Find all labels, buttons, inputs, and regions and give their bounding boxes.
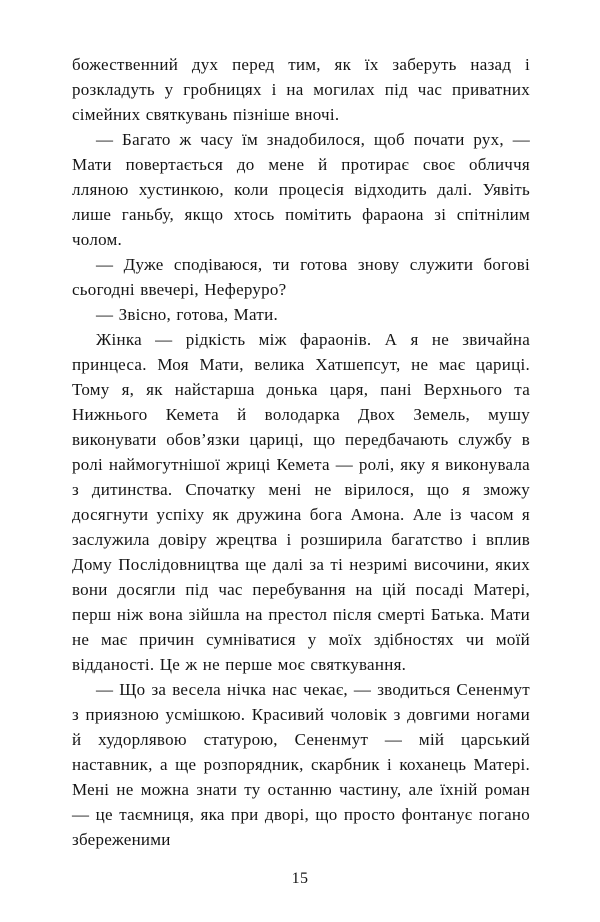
paragraph-dialogue-1: — Багато ж часу їм знадобилося, щоб почати рух, — Мати повертається до мене й протирає своє обличчя лляною хустинкою, коли процесія відходить далі. Уявіть лише ганьбу, якщо хтось помітить фараона зі спітнілим чолом. <box>72 130 530 249</box>
paragraph-continuation: божественний дух перед тим, як їх заберуть назад і розкладуть у гробницях і на могилах під час приватних сімейних святкувань пізніше вночі. <box>72 55 530 124</box>
text-block <box>72 52 530 852</box>
paragraph-dialogue-3: — Звісно, готова, Мати. <box>96 305 278 324</box>
paragraph-dialogue-4: — Що за весела нічка нас чекає, — зводиться Сененмут з приязною усмішкою. Красивий чоловік з довгими ногами й худорлявою статурою, Сененмут — мій царський наставник, а ще розпорядник, скарбник і коханець Матері. Мені не можна знати ту останню частину, але їхній роман — це таємниця, яка при дворі, що просто фонтанує погано збереженими <box>72 680 530 849</box>
paragraph-dialogue-2: — Дуже сподіваюся, ти готова знову служити богові сьогодні ввечері, Неферуро? <box>72 255 530 299</box>
page-number: 15 <box>291 870 309 887</box>
paragraph-narration: Жінка — рідкість між фараонів. А я не звичайна принцеса. Моя Мати, велика Хатшепсут, не має цариці. Тому я, як найстарша донька царя, пані Верхнього та Нижнього Кемета й володарка Двох Земель, мушу виконувати обов’язки цариці, що передбачають службу в ролі наймогутнішої жриці Кемета — ролі, яку я виконувала з дитинства. Спочатку мені не вірилося, що я зможу досягнути успіху як дружина бога Амона. Але із часом я заслужила довіру жрецтва і розширила багатство і вплив Дому Послідовництва ще далі за ті незримі височини, яких вони досягли під час перебування на цій посаді Матері, перш ніж вона зійшла на престол після смерті Батька. Мати не має причин сумніватися у моїх здібностях чи моїй відданості. Це ж не перше моє святкування. <box>72 330 530 674</box>
